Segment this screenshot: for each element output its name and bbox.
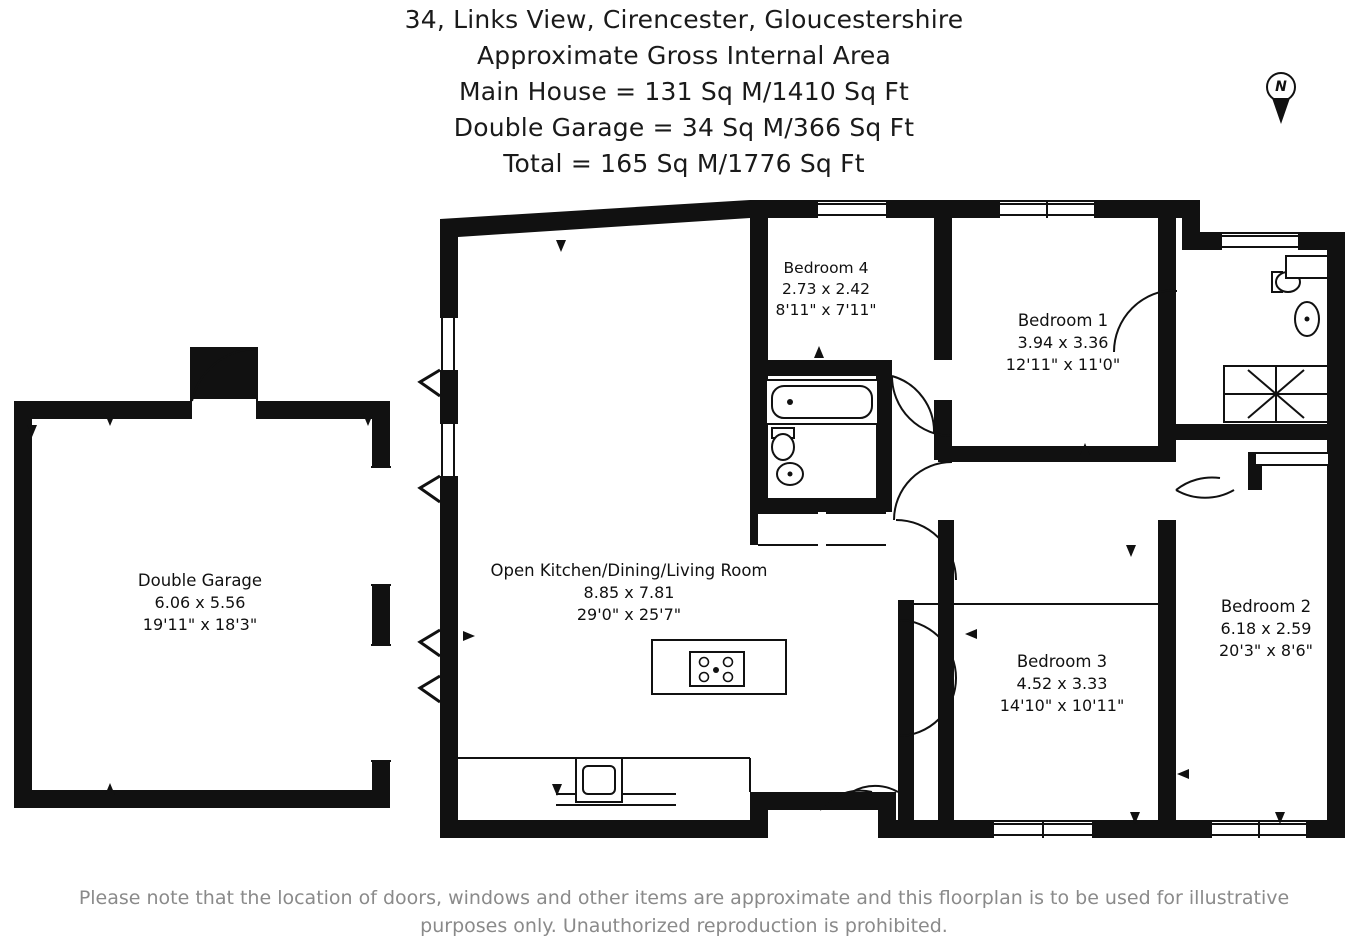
title-line-5: Total = 165 Sq M/1776 Sq Ft: [503, 149, 865, 178]
room-dimensions-metric: 6.18 x 2.59: [1220, 619, 1312, 638]
room-label-bedroom-3: [968, 651, 1156, 717]
room-dimensions-imperial: 12'11" x 11'0": [1005, 355, 1121, 374]
room-dimensions-imperial: 20'3" x 8'6": [1218, 641, 1314, 660]
shower-tray-icon: [1224, 366, 1328, 422]
room-dimensions-metric: 8.85 x 7.81: [583, 583, 675, 602]
washbasin-icon: [777, 463, 803, 485]
room-label-bedroom-1: [965, 310, 1161, 376]
room-dimensions-metric: 6.06 x 5.56: [154, 593, 246, 612]
room-name: Bedroom 2: [1220, 597, 1312, 616]
disclaimer-text: [0, 884, 1368, 940]
toilet-icon: [772, 428, 794, 460]
room-dimensions-metric: 4.52 x 3.33: [1016, 674, 1108, 693]
room-dimensions-metric: 3.94 x 3.36: [1017, 333, 1109, 352]
bathtub-icon: [766, 380, 878, 424]
disclaimer-line-1: Please note that the location of doors, windows and other items are approximate and this floorplan is to be used for illustrative: [78, 887, 1290, 909]
room-dimensions-imperial: 8'11" x 7'11": [775, 301, 877, 319]
room-name: Bedroom 3: [1016, 652, 1108, 671]
room-name: Bedroom 4: [783, 259, 869, 277]
room-name: Open Kitchen/Dining/Living Room: [490, 561, 768, 580]
room-dimensions-imperial: 29'0" x 25'7": [576, 605, 682, 624]
washbasin-icon: [1295, 302, 1319, 336]
room-label-bedroom-4: [740, 258, 912, 321]
disclaimer-line-2: purposes only. Unauthorized reproduction is prohibited.: [420, 915, 948, 937]
room-name: Double Garage: [137, 571, 263, 590]
compass-north-label: N: [1275, 79, 1287, 95]
room-label-open-kitchen-dining-living-room: [455, 560, 803, 626]
room-name: Bedroom 1: [1017, 311, 1109, 330]
room-label-bedroom-2: [1180, 596, 1352, 662]
room-dimensions-metric: 2.73 x 2.42: [781, 280, 871, 298]
room-dimensions-imperial: 19'11" x 18'3": [142, 615, 258, 634]
room-label-double-garage: [65, 570, 335, 636]
room-dimensions-imperial: 14'10" x 10'11": [999, 696, 1125, 715]
kitchen-sink-icon: [576, 758, 622, 802]
title-line-3: Main House = 131 Sq M/1410 Sq Ft: [459, 77, 909, 106]
wall-recess-detail: [420, 370, 440, 702]
title-line-4: Double Garage = 34 Sq M/366 Sq Ft: [453, 113, 915, 142]
title-line-1: 34, Links View, Cirencester, Gloucestershire: [404, 5, 964, 34]
title-line-2: Approximate Gross Internal Area: [476, 41, 892, 70]
kitchen-hob-icon: [652, 640, 786, 694]
